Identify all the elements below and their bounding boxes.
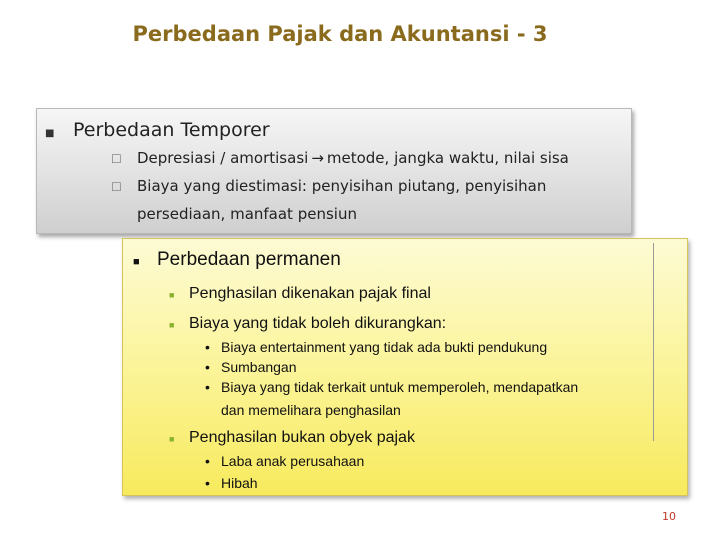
checkbox-bullet-icon: ☐ xyxy=(111,152,122,166)
item-text: Biaya entertainment yang tidak ada bukti pendukung xyxy=(221,339,548,355)
permanen-label: Perbedaan permanen xyxy=(157,249,341,270)
temporer-item-biaya-continued: persediaan, manfaat pensiun xyxy=(137,205,357,223)
temporer-item-depresiasi xyxy=(111,149,569,167)
item-text: Sumbangan xyxy=(221,359,297,375)
green-square-bullet-icon: ■ xyxy=(169,290,175,300)
permanen-item xyxy=(169,315,446,333)
dot-bullet-icon: • xyxy=(205,339,210,355)
dot-bullet-icon: • xyxy=(205,379,210,395)
item-text: Depresiasi / amortisasi xyxy=(137,149,309,167)
item-text: Penghasilan dikenakan pajak final xyxy=(189,285,431,302)
checkbox-bullet-icon: ☐ xyxy=(111,180,122,194)
permanen-item xyxy=(169,429,415,447)
square-bullet-icon: ■ xyxy=(45,128,55,139)
divider-line xyxy=(653,243,654,441)
dot-bullet-icon: • xyxy=(205,359,210,375)
item-text: Hibah xyxy=(221,475,258,491)
square-bullet-icon: ■ xyxy=(133,256,140,268)
dot-bullet-icon: • xyxy=(205,475,210,491)
item-text: Biaya yang tidak terkait untuk memperoleh, mendapatkan xyxy=(221,379,579,395)
temporer-heading xyxy=(45,119,270,141)
biaya-item xyxy=(205,379,578,395)
temporer-label: Perbedaan Temporer xyxy=(73,119,270,141)
item-text: Biaya yang tidak boleh dikurangkan: xyxy=(189,315,447,332)
dot-bullet-icon: • xyxy=(205,453,210,469)
page-number: 10 xyxy=(662,510,676,523)
temporer-item-biaya xyxy=(111,177,546,195)
green-square-bullet-icon: ■ xyxy=(169,434,175,444)
item-text: Penghasilan bukan obyek pajak xyxy=(189,429,415,446)
item-text: Biaya yang diestimasi: penyisihan piutang, penyisihan xyxy=(137,177,547,195)
slide-title: Perbedaan Pajak dan Akuntansi - 3 xyxy=(132,22,548,46)
bukan-obyek-item xyxy=(205,475,258,491)
permanen-heading xyxy=(133,249,341,271)
temporer-box xyxy=(36,108,632,234)
bukan-obyek-item xyxy=(205,453,364,469)
permanen-box xyxy=(122,238,688,496)
green-square-bullet-icon: ■ xyxy=(169,320,175,330)
item-text: metode, jangka waktu, nilai sisa xyxy=(326,149,569,167)
biaya-item xyxy=(205,339,547,355)
permanen-item xyxy=(169,285,431,303)
arrow-right-icon: → xyxy=(311,149,324,167)
biaya-item xyxy=(205,359,297,375)
item-text: Laba anak perusahaan xyxy=(221,453,365,469)
biaya-item-continued: dan memelihara penghasilan xyxy=(221,402,401,418)
